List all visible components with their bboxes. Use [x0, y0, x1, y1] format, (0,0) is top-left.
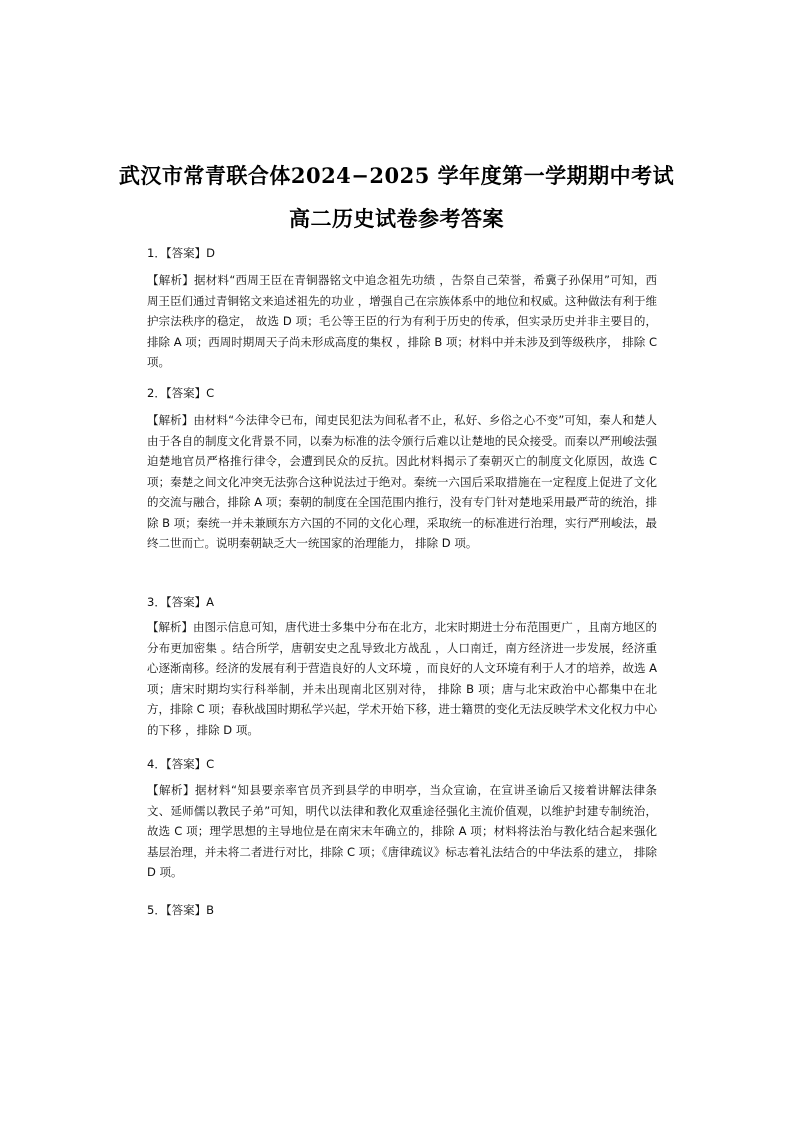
analysis-2: 【解析】由材料“今法律令已布，闻吏民犯法为间私者不止，私好、乡俗之心不变”可知，秦人和楚人由于各自的制度文化背景不同，以秦为标准的法令颁行后难以让楚地的民众接受。而秦以严刑峻法强迫楚地官员严格推行律令，会遭到民众的反抗。因此材料揭示了秦朝灭亡的制度文化原因，故选 C 项；秦楚之间文化冲突无法弥合这种说法过于绝对。秦统一六国后采取措施在一定程度上促进了文化的交流与融合，排除 A 项；秦朝的制度在全国范围内推行，没有专门针对楚地采用最严苛的统治，排除 B 项；秦统一并未兼顾东方六国的不同的文化心理，采取统一的标准进行治理，实行严刑峻法，最终二世而亡。说明秦朝缺乏大一统国家的治理能力， 排除 D 项。 — [147, 413, 657, 550]
answer-1: 1．【答案】D — [147, 246, 215, 260]
analysis-4: 【解析】据材料“知县要亲率官员齐到县学的申明亭，当众宣谕，在宣讲圣谕后又接着讲解法律条文、延师儒以教民子弟”可知，明代以法律和教化双重途径强化主流价值观，以维护封建专制统治，故选 C 项；理学思想的主导地位是在南宋末年确立的，排除 A 项；材料将法治与教化结合起来强化基层治理，并未将二者进行对比，排除 C 项；《唐律疏议》标志着礼法结合的中华法系的建立， 排除 D 项。 — [147, 783, 657, 879]
analysis-1: 【解析】据材料“西周王臣在青铜器铭文中追念祖先功绩 ，告祭自己荣誉，希冀子孙保用”可知，西周王臣们通过青铜铭文来追述祖先的功业 ，增强自己在宗族体系中的地位和权威。这种做法有利于维护宗法秩序的稳定， 故选 D 项；毛公等王臣的行为有利于历史的传承，但实录历史并非主要目的， 排除 A 项；西周时期周天子尚未形成高度的集权 ，排除 B 项；材料中并未涉及到等级秩序， 排除 C 项。 — [147, 273, 657, 369]
analysis-3: 【解析】由图示信息可知，唐代进士多集中分布在北方，北宋时期进士分布范围更广 ，且南方地区的分布更加密集 。结合所学，唐朝安史之乱导致北方战乱 ，人口南迁，南方经济进一步发展，经济重心逐渐南移。经济的发展有利于营造良好的人文环境 ，而良好的人文环境有利于人才的培养，故选 A 项；唐宋时期均实行科举制，并未出现南北区别对待， 排除 B 项；唐与北宋政治中心都集中在北方，排除 C 项；春秋战国时期私学兴起，学术开始下移，进士籍贯的变化无法反映学术文化权力中心的下移 ，排除 D 项。 — [147, 620, 657, 737]
page-title: 武汉市常青联合体2024−2025 学年度第一学期期中考试 — [118, 163, 675, 188]
answer-4: 4．【答案】C — [147, 757, 215, 771]
answer-5: 5．【答案】B — [147, 903, 214, 917]
answer-2: 2．【答案】C — [147, 386, 215, 400]
answer-3: 3．【答案】A — [147, 595, 214, 609]
page-subtitle: 高二历史试卷参考答案 — [289, 206, 504, 231]
